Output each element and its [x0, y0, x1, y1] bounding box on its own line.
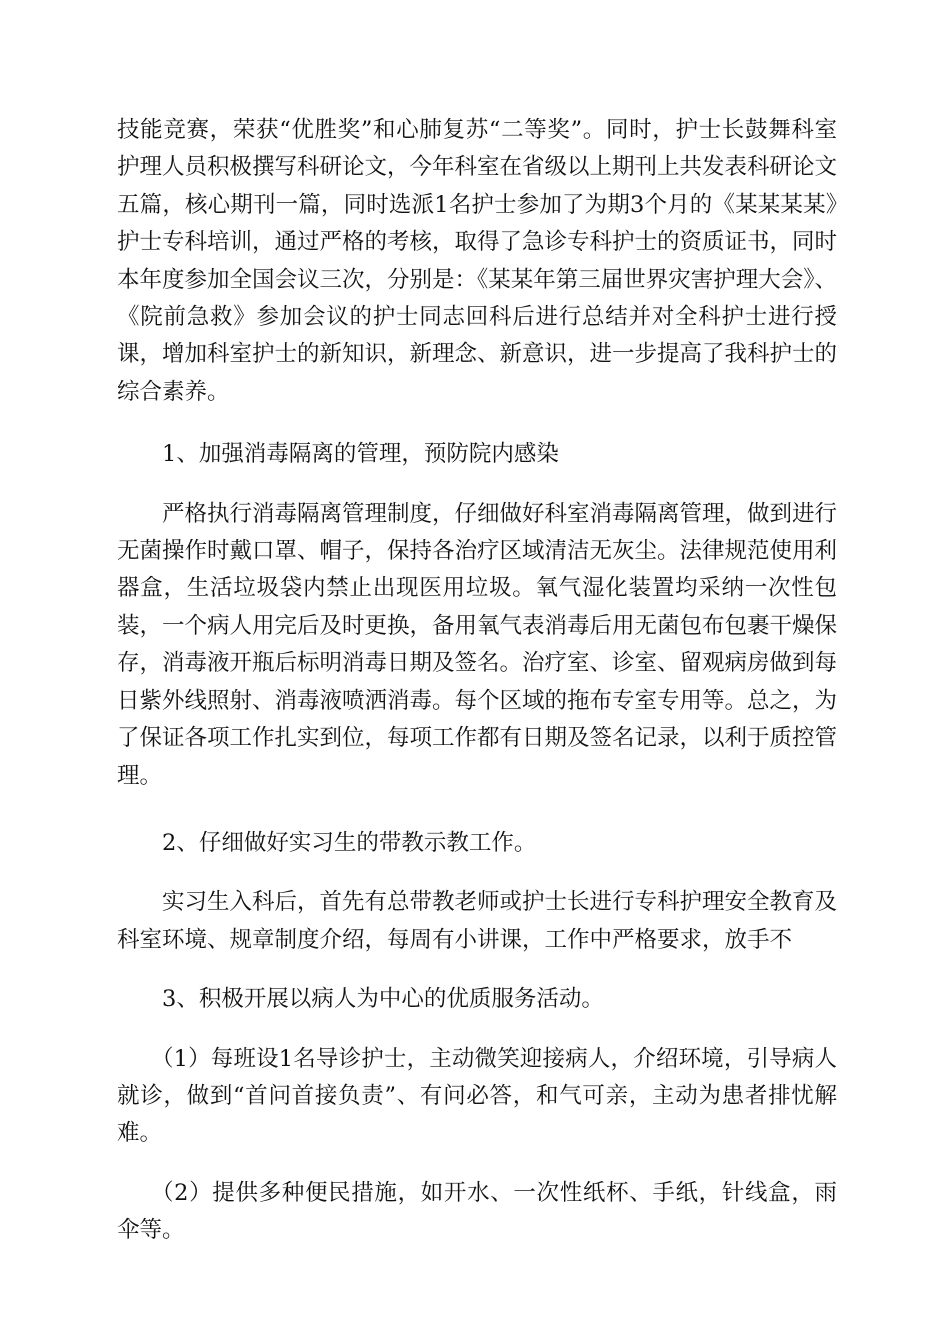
- paragraph-intern-teaching: 实习生入科后，首先有总带教老师或护士长进行专科护理安全教育及科室环境、规章制度介绍，每周有小讲课，工作中严格要求，放手不: [117, 889, 838, 953]
- document-body: [117, 112, 837, 1250]
- paragraph-guide-nurse: （1）每班设1名导诊护士，主动微笑迎接病人，介绍环境，引导病人就诊，做到“首问首接负责”、有问必答，和气可亲，主动为患者排忧解难。: [117, 1045, 837, 1147]
- heading-intern-teaching: 2、仔细做好实习生的带教示教工作。: [162, 829, 537, 856]
- heading-quality-service: 3、积极开展以病人为中心的优质服务活动。: [162, 986, 604, 1013]
- heading-disinfection: 1、加强消毒隔离的管理，预防院内感染: [162, 441, 559, 468]
- paragraph-convenience-measures: （2）提供多种便民措施，如开水、一次性纸杯、手纸，针线盒，雨伞等。: [117, 1179, 837, 1244]
- paragraph-skills-research: 技能竞赛，荣获“优胜奖”和心肺复苏“二等奖”。同时，护士长鼓舞科室护理人员积极撰写科研论文，今年科室在省级以上期刊上共发表科研论文五篇，核心期刊一篇，同时选派1名护士参加了为期3个月的《某某某某》护士专科培训，通过严格的考核，取得了急诊专科护士的资质证书，同时本年度参加全国会议三次，分别是：《某某年第三届世界灾害护理大会》、《院前急救》参加会议的护士同志回科后进行总结并对全科护士进行授课，增加科室护士的新知识，新理念、新意识，进一步提高了我科护士的综合素养。: [117, 117, 838, 405]
- paragraph-disinfection: 严格执行消毒隔离管理制度，仔细做好科室消毒隔离管理，做到进行无菌操作时戴口罩、帽子，保持各治疗区域清洁无灰尘。法律规范使用利器盒，生活垃圾袋内禁止出现医用垃圾。氧气湿化装置均采纳一次性包装，一个病人用完后及时更换，备用氧气表消毒后用无菌包布包裹干燥保存，消毒液开瓶后标明消毒日期及签名。治疗室、诊室、留观病房做到每日紫外线照射、消毒液喷洒消毒。每个区域的拖布专室专用等。总之，为了保证各项工作扎实到位，每项工作都有日期及签名记录，以利于质控管理。: [117, 500, 838, 789]
